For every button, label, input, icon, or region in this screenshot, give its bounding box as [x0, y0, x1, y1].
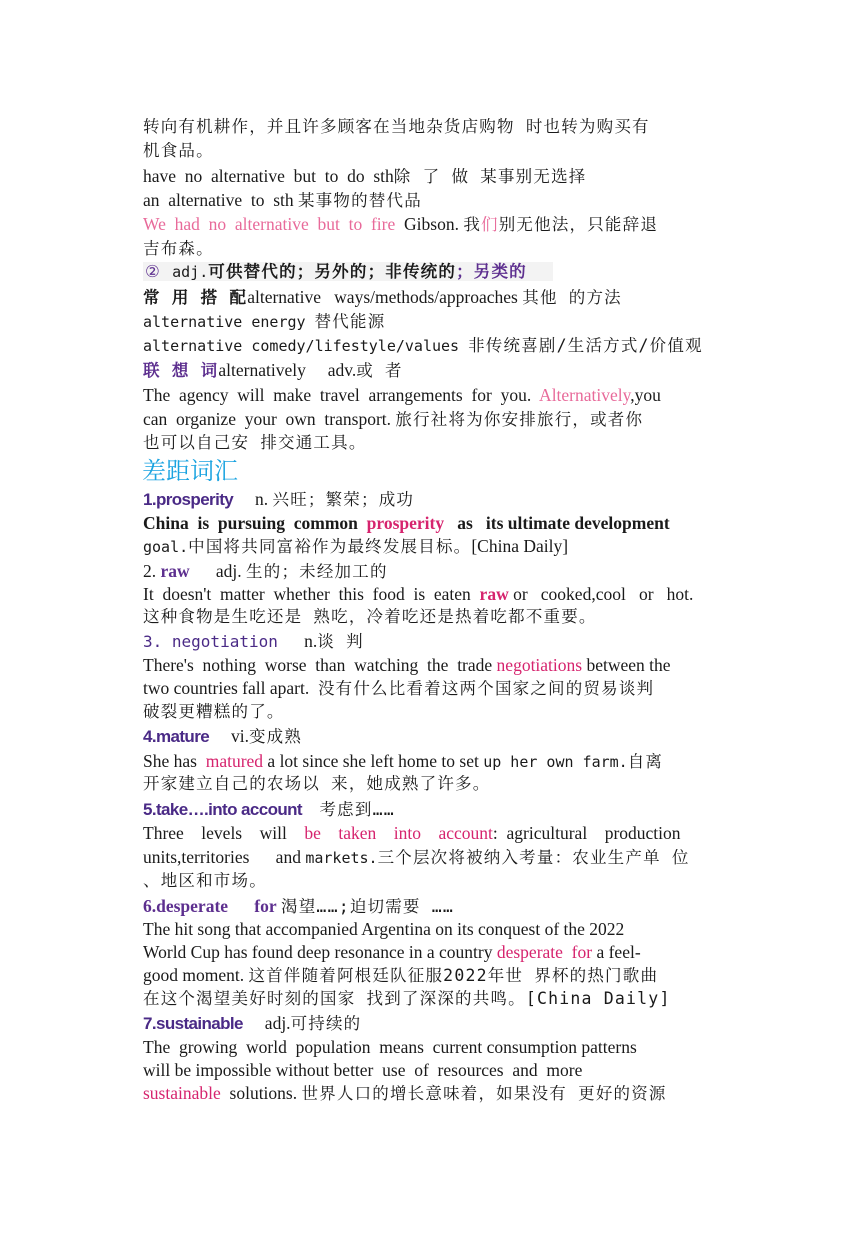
- text-segment: 6.desperate for: [143, 896, 277, 916]
- text-line: [143, 583, 693, 606]
- text-line: [143, 1036, 637, 1059]
- text-line: [143, 189, 422, 212]
- text-segment: 没有什么比看着这两个国家之间的贸易谈判: [317, 679, 655, 698]
- text-line: [143, 140, 214, 162]
- text-segment: 非传统喜剧/生活方式/价值观: [468, 336, 703, 355]
- text-line: [143, 512, 670, 535]
- text-segment: 联 想 词: [143, 361, 219, 380]
- text-segment: can organize your own transport.: [143, 409, 396, 429]
- text-segment: 谈 判: [317, 632, 364, 651]
- text-line: [143, 773, 490, 795]
- text-segment: 中国将共同富裕作为最终发展目标。: [188, 537, 472, 556]
- text-segment: There's nothing worse than watching the trade: [143, 655, 497, 675]
- text-segment: [302, 799, 320, 819]
- text-segment: The growing world population means current consumption patterns: [143, 1037, 637, 1057]
- text-segment: negotiations: [496, 655, 583, 675]
- text-line: [143, 335, 703, 357]
- text-segment: It doesn't matter whether this food is eaten: [143, 584, 480, 604]
- highlighted-definition: [143, 262, 553, 281]
- text-segment: China is pursuing common: [143, 513, 367, 533]
- text-segment: 常 用 搭 配: [143, 288, 248, 307]
- text-line: [143, 408, 643, 431]
- text-line: [143, 1059, 582, 1082]
- text-segment: 1.prosperity: [143, 490, 234, 509]
- text-line: [143, 165, 586, 188]
- text-line: [143, 213, 658, 236]
- text-segment: We had no alternative but to fire: [143, 214, 400, 234]
- text-segment: raw: [160, 561, 190, 581]
- text-segment: up her own farm.: [483, 753, 628, 771]
- section-heading: [142, 456, 238, 486]
- text-segment: 除 了 做 某事别无选择: [393, 167, 587, 186]
- text-segment: matured: [205, 751, 264, 771]
- text-segment: 3. negotiation: [143, 632, 278, 651]
- text-segment: markets.: [305, 849, 378, 867]
- text-line: [143, 630, 364, 653]
- text-line: [143, 750, 663, 773]
- text-segment: 世界人口的增长意味着，如果没有 更好的资源: [301, 1084, 667, 1103]
- text-segment: raw: [479, 584, 509, 604]
- text-segment: 们: [481, 215, 499, 234]
- text-segment: 生的；未经加工的: [246, 562, 388, 581]
- text-line: [143, 654, 671, 677]
- text-segment: [China Daily]: [471, 536, 569, 556]
- text-line: [143, 384, 661, 407]
- text-segment: 变成熟: [248, 727, 303, 746]
- text-segment: 7.sustainable: [143, 1014, 243, 1033]
- text-segment: 考虑到……: [319, 800, 395, 819]
- text-segment: have no alternative but to do sth: [143, 166, 394, 186]
- text-segment: n.: [233, 489, 273, 509]
- text-line: [143, 261, 553, 283]
- text-segment: alternative energy: [143, 313, 315, 331]
- text-segment: 机食品。: [143, 141, 214, 160]
- text-segment: a feel-: [592, 942, 641, 962]
- text-segment: 在这个渴望美好时刻的国家 找到了深深的共鸣。[China Daily]: [143, 989, 671, 1008]
- text-segment: will be impossible without better use of resources and more: [143, 1060, 583, 1080]
- text-line: [143, 870, 267, 892]
- text-line: [143, 846, 690, 869]
- text-segment: between the: [582, 655, 671, 675]
- text-line: [143, 677, 654, 700]
- text-segment: vi.: [209, 726, 249, 746]
- text-segment: adj.: [189, 561, 247, 581]
- text-segment: alternative ways/methods/approaches: [247, 287, 523, 307]
- text-segment: 2.: [143, 561, 161, 581]
- text-segment: Gibson.: [399, 214, 464, 234]
- text-segment: The hit song that accompanied Argentina on its conquest of the 2022: [143, 919, 625, 939]
- text-segment: 旅行社将为你安排旅行，或者你: [395, 410, 644, 429]
- text-segment: as its ultimate development: [444, 513, 670, 533]
- text-segment: 别无他法，只能辞退: [498, 215, 659, 234]
- text-line: [143, 725, 302, 748]
- text-line: [143, 1082, 667, 1105]
- text-segment: prosperity: [366, 513, 445, 533]
- text-segment: or cooked,cool or hot.: [508, 584, 694, 604]
- text-segment: 吉布森。: [143, 239, 214, 258]
- text-segment: 可持续的: [290, 1014, 362, 1033]
- text-line: [143, 988, 671, 1010]
- text-segment: goal.: [143, 538, 189, 556]
- text-segment: 差距词汇: [142, 457, 238, 485]
- text-segment: 也可以自己安 排交通工具。: [143, 433, 367, 452]
- text-segment: n.: [277, 631, 318, 651]
- text-segment: 某事物的替代品: [298, 191, 422, 210]
- text-segment: 其他 的方法: [522, 288, 622, 307]
- text-segment: desperate for: [496, 942, 593, 962]
- text-segment: 破裂更糟糕的了。: [143, 702, 285, 721]
- text-line: [143, 941, 641, 964]
- text-line: [143, 701, 285, 723]
- text-segment: alternative comedy/lifestyle/values: [143, 337, 469, 355]
- text-segment: ,you: [630, 385, 661, 405]
- text-segment: be taken into account: [304, 823, 493, 843]
- text-segment: 可供替代的；另外的；非传统的: [208, 262, 457, 281]
- text-line: [143, 535, 568, 558]
- text-segment: 开家建立自己的农场以 来，她成熟了许多。: [143, 774, 491, 793]
- text-segment: Three levels will: [143, 823, 305, 843]
- text-segment: sustainable: [143, 1083, 221, 1103]
- text-segment: good moment.: [143, 965, 249, 985]
- text-line: [143, 560, 388, 583]
- text-segment: Alternatively: [535, 385, 631, 405]
- text-line: [143, 286, 622, 309]
- text-segment: : agricultural production: [492, 823, 681, 843]
- text-line: [143, 488, 414, 511]
- text-segment: 兴旺；繁荣；成功: [272, 490, 415, 509]
- text-segment: 4.mature: [143, 727, 210, 746]
- text-segment: a lot since she left home to set: [263, 751, 484, 771]
- text-segment: 渴望……;迫切需要 ……: [281, 897, 455, 916]
- text-segment: 自离: [627, 752, 664, 771]
- text-line: [143, 895, 454, 918]
- text-segment: 我: [463, 215, 482, 234]
- text-line: [143, 798, 395, 821]
- text-line: [143, 606, 597, 628]
- text-line: [143, 918, 624, 941]
- text-line: [143, 359, 403, 382]
- text-segment: 5.take….into account: [143, 800, 302, 819]
- text-segment: ；另类的: [456, 262, 527, 281]
- text-segment: ②: [145, 262, 173, 281]
- text-segment: She has: [143, 751, 206, 771]
- text-segment: World Cup has found deep resonance in a country: [143, 942, 497, 962]
- text-segment: 转向有机耕作，并且许多顾客在当地杂货店购物 时也转为购买有: [143, 117, 650, 136]
- text-line: [143, 116, 650, 138]
- text-segment: 或 者: [356, 361, 403, 380]
- text-line: [143, 1012, 361, 1035]
- text-segment: adj.: [172, 263, 209, 281]
- text-segment: 、地区和市场。: [143, 871, 267, 890]
- text-segment: alternatively adv.: [218, 360, 357, 380]
- text-segment: two countries fall apart.: [143, 678, 318, 698]
- text-segment: solutions.: [220, 1083, 302, 1103]
- text-segment: 这种食物是生吃还是 熟吃，冷着吃还是热着吃都不重要。: [143, 607, 597, 626]
- text-segment: 这首伴随着阿根廷队征服2022年世 界杯的热门歌曲: [248, 966, 659, 985]
- text-line: [143, 822, 681, 845]
- text-line: [143, 311, 385, 333]
- text-line: [143, 432, 367, 454]
- text-line: [143, 964, 658, 987]
- text-segment: an alternative to sth: [143, 190, 299, 210]
- text-segment: adj.: [242, 1013, 291, 1033]
- text-segment: The agency will make travel arrangements for you.: [143, 385, 536, 405]
- text-segment: 三个层次将被纳入考量：农业生产单 位: [377, 848, 690, 867]
- text-segment: 替代能源: [314, 312, 386, 331]
- text-line: [143, 238, 214, 260]
- text-segment: units,territories and: [143, 847, 306, 867]
